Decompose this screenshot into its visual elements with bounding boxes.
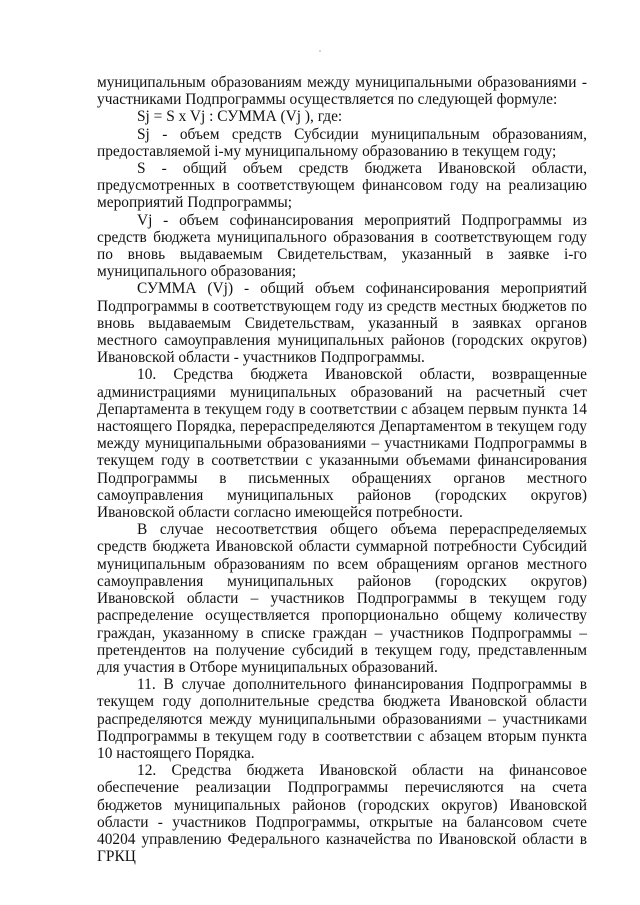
paragraph-sj-definition: Sj - объем средств Субсидии муниципальным образованиям, предоставляемой i-му муниципальному образованию в текущем году;	[97, 125, 587, 160]
document-page	[97, 74, 587, 865]
paragraph-vj-definition: Vj - объем софинансирования мероприятий Подпрограммы из средств бюджета муниципального образования в соответствующем году по вновь выдаваемым Свидетельствам, указанный в заявке i-го муниципального образования;	[97, 211, 587, 281]
scan-artifact-dot	[319, 50, 321, 52]
paragraph-item-10: 10. Средства бюджета Ивановской области, возвращенные администрациями муниципальных образований на расчетный счет Департамента в текущем году в соответствии с абзацем первым пункта 14 настоящего Порядка, перераспределяются Департаментом в текущем году между муниципальными образованиями – участниками Подпрограммы в текущем году в соответствии с указанными объемами финансирования Подпрограммы в письменных обращениях органов местного самоуправления муниципальных районов (городских округов) Ивановской области согласно имеющейся потребности.	[97, 366, 587, 522]
paragraph-formula-intro: муниципальным образованиям между муниципальными образованиями - участниками Подпрограммы осуществляется по следующей формуле:	[97, 74, 587, 109]
paragraph-s-definition: S - общий объем средств бюджета Ивановской области, предусмотренных в соответствующем финансовом году на реализацию мероприятий Подпрограммы;	[97, 160, 587, 212]
paragraph-sum-definition: СУММА (Vj) - общий объем софинансирования мероприятий Подпрограммы в соответствующем году из средств местных бюджетов по вновь выдаваемым Свидетельствам, указанный в заявках органов местного самоуправления муниципальных районов (городских округов) Ивановской области - участников Подпрограммы.	[97, 280, 587, 367]
formula: Sj = S x Vj : СУММА (Vj ), где:	[137, 108, 343, 126]
paragraph-item-12: 12. Средства бюджета Ивановской области на финансовое обеспечение реализации Подпрограммы перечисляются на счета бюджетов муниципальных районов (городских округов) Ивановской области - участников Подпрограммы, открытые на балансовом счете 40204 управлению Федерального казначейства по Ивановской области в ГРКЦ	[97, 762, 587, 866]
paragraph-mismatch-case: В случае несоответствия общего объема перераспределяемых средств бюджета Ивановской области суммарной потребности Субсидий муниципальным образованиям по всем обращениям органов местного самоуправления муниципальных районов (городских округов) Ивановской области – участников Подпрограммы в текущем году распределение осуществляется пропорционально общему количеству граждан, указанному в списке граждан – участников Подпрограммы – претендентов на получение субсидий в текущем году, представленным для участия в Отборе муниципальных образований.	[97, 521, 587, 676]
paragraph-item-11: 11. В случае дополнительного финансирования Подпрограммы в текущем году дополнительные средства бюджета Ивановской области распределяются между муниципальными образованиями – участниками Подпрограммы в текущем году в соответствии с абзацем вторым пункта 10 настоящего Порядка.	[97, 676, 587, 762]
